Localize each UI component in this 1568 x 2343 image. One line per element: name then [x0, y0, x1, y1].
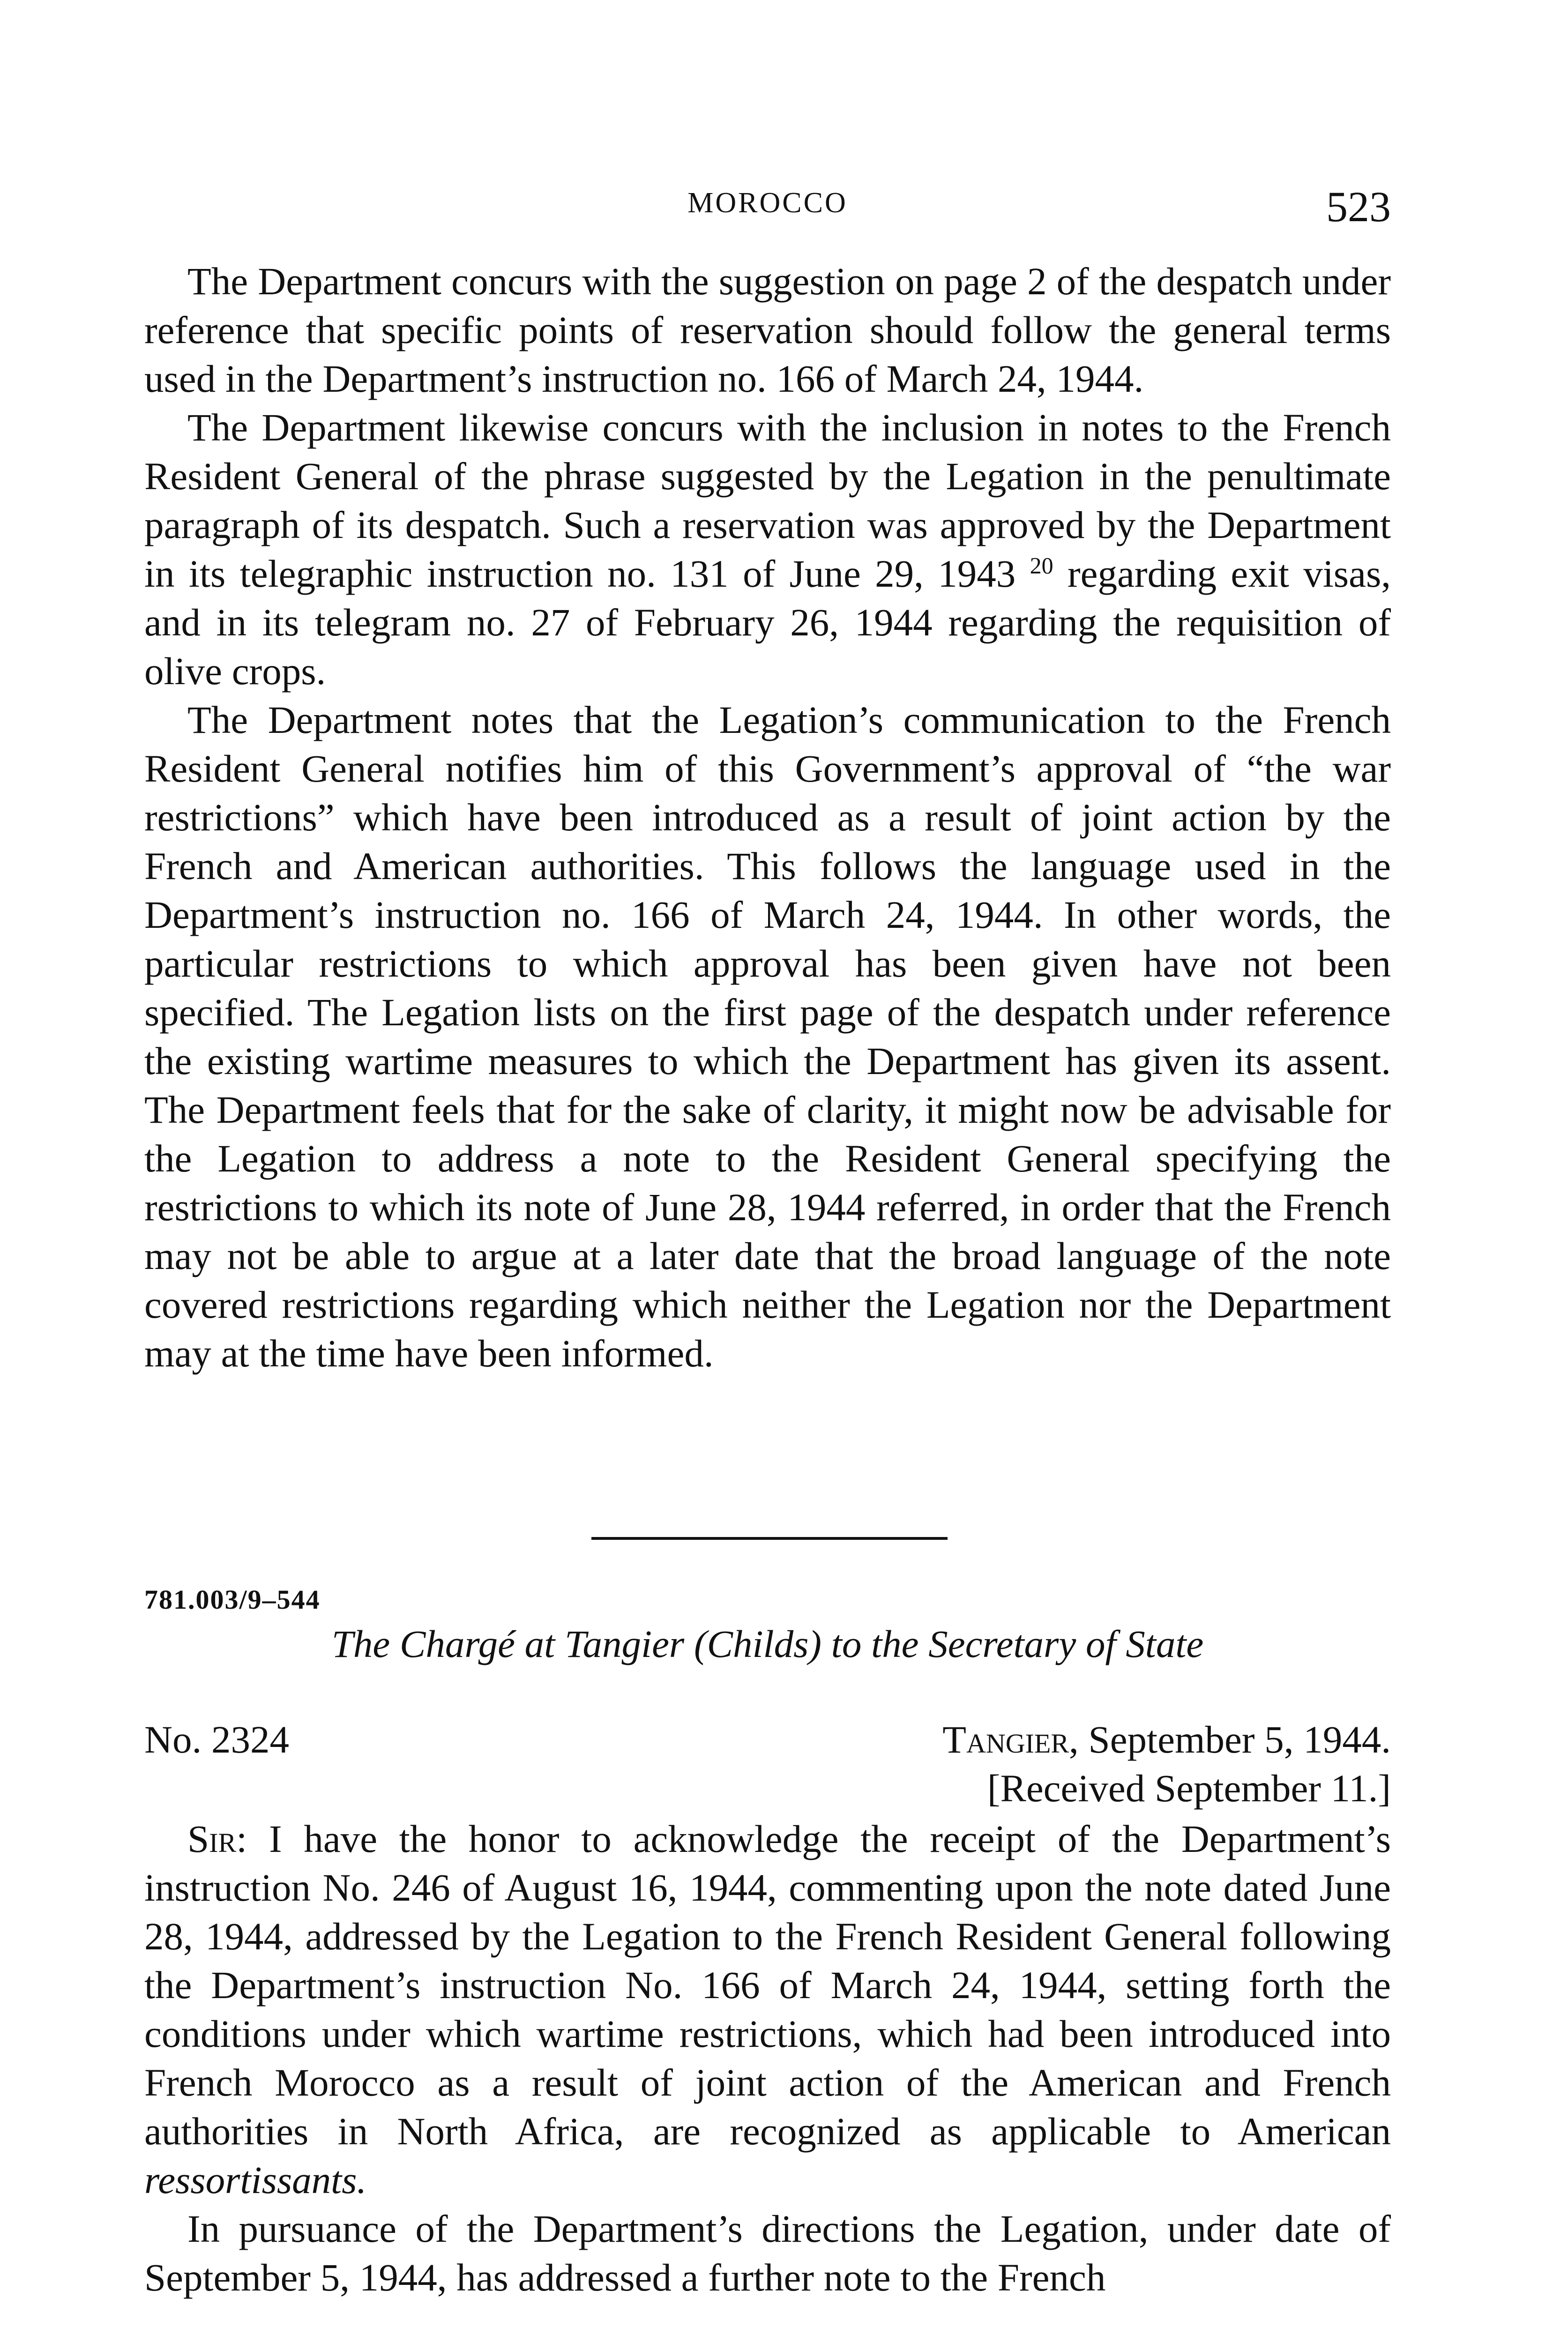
paragraph-text: The Department likewise concurs with the inclusion in notes to the French Resident General of the phrase suggested by the Legation in the penultimate paragraph of its despatch. Such a reservation was approved by the Department in its telegraphic instruction no. 131 of June 29, 1943: [144, 406, 1391, 595]
footnote-reference: 20: [1030, 552, 1053, 579]
paragraph-text: I have the honor to acknowledge the receipt of the Department’s instruction No. 246 of August 16, 1944, commenting upon the note dated June 28, 1944, addressed by the Legation to the French Resident General following the Department’s instruction No. 166 of March 24, 1944, setting forth the conditions under which wartime restrictions, which had been introduced into French Morocco as a result of joint action of the American and French authorities in North Africa, are recognized as applicable to American: [144, 1817, 1391, 2153]
upper-text-block: [144, 257, 1391, 1378]
paragraph-concurs-reservation: The Department concurs with the suggestion on page 2 of the despatch under reference that specific points of reservation should follow the general terms used in the Department’s instruction no. 166 of March 24, 1944.: [144, 260, 1391, 400]
lower-text-block: [144, 1814, 1391, 2302]
paragraph-text: regarding exit visas, and in its telegram no. 27 of February 26, 1944 regarding the requisition of olive crops.: [144, 552, 1391, 693]
paragraph-acknowledgement: [144, 1814, 1391, 2204]
running-head: [144, 182, 1391, 233]
paragraph-war-restrictions: The Department notes that the Legation’s communication to the French Resident General notifies him of this Government’s approval of “the war restrictions” which have been introduced as a result of joint action by the French and American authorities. This follows the language used in the Department’s instruction no. 166 of March 24, 1944. In other words, the particular restrictions to which approval has been given have not been specified. The Legation lists on the first page of the despatch under reference the existing wartime measures to which the Department has given its assent. The Department feels that for the sake of clarity, it might now be advisable for the Legation to address a note to the Resident General specifying the restrictions to which its note of June 28, 1944 referred, in order that the French may not be able to argue at a later date that the broad language of the note covered restrictions regarding which neither the Legation nor the Department may at the time have been informed.: [144, 698, 1391, 1375]
page-number: 523: [1326, 183, 1391, 231]
paragraph-concurs-inclusion: [144, 403, 1391, 695]
document-heading: The Chargé at Tangier (Childs) to the Secretary of State: [331, 1622, 1204, 1665]
running-title: MOROCCO: [687, 187, 848, 219]
place-name: Tangier,: [942, 1718, 1079, 1761]
section-divider: [591, 1537, 948, 1540]
italic-term: ressortissants.: [144, 2158, 367, 2201]
salutation: Sir:: [187, 1817, 247, 1860]
dateline: [144, 1715, 1391, 1818]
place-date: [942, 1715, 1391, 1764]
file-number: 781.003/9–544: [144, 1584, 321, 1615]
received-date: [Received September 11.]: [987, 1767, 1391, 1810]
date: September 5, 1944.: [1088, 1718, 1391, 1761]
paragraph-further-note: In pursuance of the Department’s directions the Legation, under date of September 5, 1944, has addressed a further note to the French: [144, 2207, 1391, 2299]
document-number: No. 2324: [144, 1718, 289, 1761]
